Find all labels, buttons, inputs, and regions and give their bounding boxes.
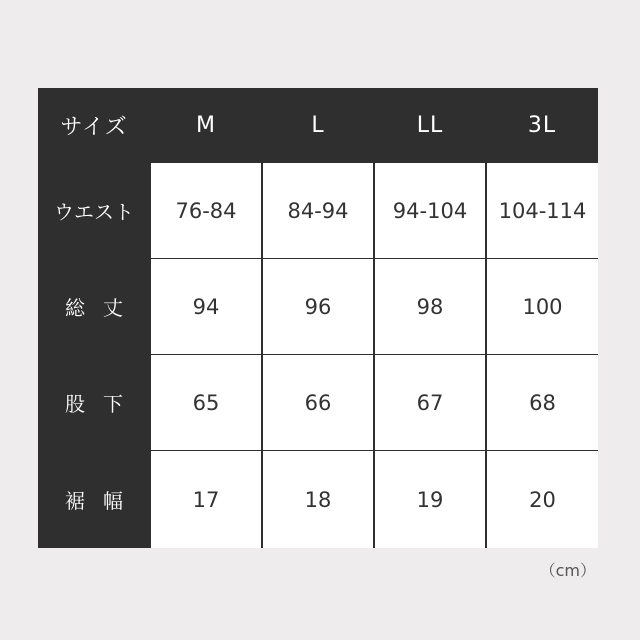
cell-total-length-ll: 98	[375, 259, 485, 354]
cell-waist-ll: 94-104	[375, 163, 485, 258]
cell-total-length-3l: 100	[487, 259, 598, 354]
unit-note: （cm）	[539, 561, 596, 580]
row-label-total-length: 総丈	[65, 295, 141, 320]
size-table	[38, 88, 598, 548]
cell-waist-m: 76-84	[151, 163, 261, 258]
row-label-inseam: 股下	[65, 391, 141, 416]
cell-hem-width-3l: 20	[487, 451, 598, 548]
row-label-hem-width: 裾幅	[65, 488, 141, 513]
cell-hem-width-m: 17	[151, 451, 261, 548]
cell-hem-width-l: 18	[263, 451, 373, 548]
cell-inseam-ll: 67	[375, 355, 485, 450]
cell-total-length-m: 94	[151, 259, 261, 354]
row-label-waist: ウエスト	[54, 199, 134, 224]
cell-inseam-3l: 68	[487, 355, 598, 450]
size-header-m: M	[196, 112, 216, 138]
size-header-row	[38, 88, 598, 162]
size-header-label: サイズ	[60, 114, 128, 140]
cell-inseam-l: 66	[263, 355, 373, 450]
size-header-l: L	[311, 112, 325, 138]
cell-waist-l: 84-94	[263, 163, 373, 258]
size-header-3l: 3L	[527, 112, 557, 138]
cell-hem-width-ll: 19	[375, 451, 485, 548]
size-header-ll: LL	[416, 112, 444, 138]
cell-waist-3l: 104-114	[487, 163, 598, 258]
cell-inseam-m: 65	[151, 355, 261, 450]
cell-total-length-l: 96	[263, 259, 373, 354]
